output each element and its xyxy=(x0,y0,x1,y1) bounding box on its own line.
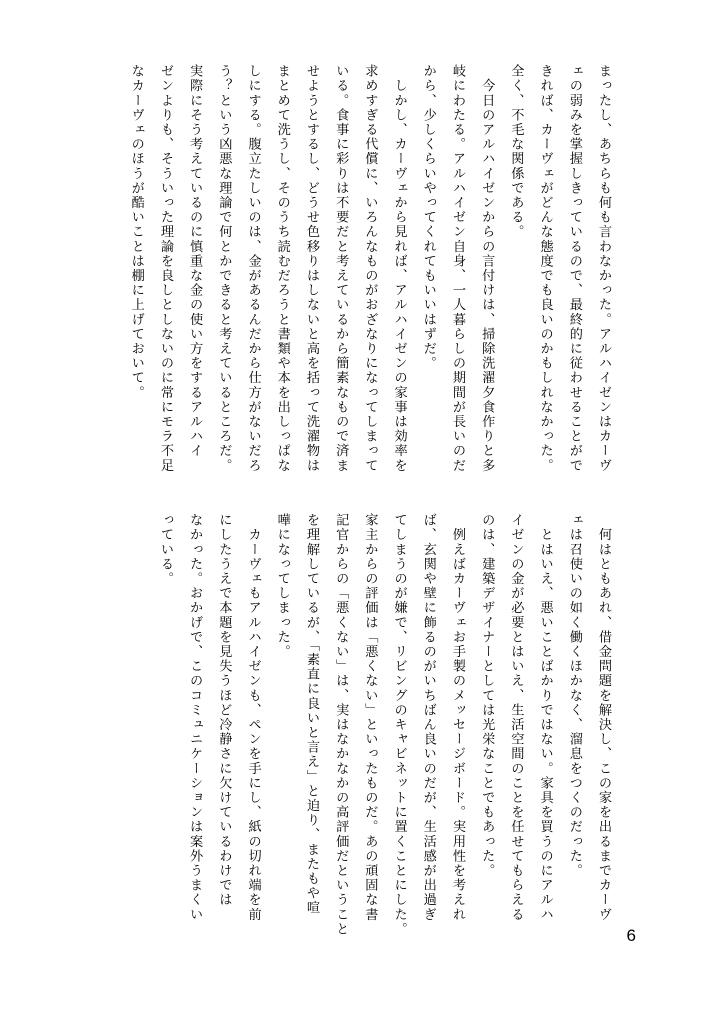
text-line: いる。食事に彩りは不要だと考えているから簡素なもので済ま xyxy=(333,64,349,473)
text-line: まとめて洗うし、そのうち読むだろうと書類や本を出しっぱな xyxy=(274,64,290,473)
text-line: 全く、不毛な関係である。 xyxy=(508,64,524,240)
text-line: っている。 xyxy=(157,513,173,586)
text-line: カーヴェもアルハイゼンも、ペンを手にし、紙の切れ端を前 xyxy=(245,513,261,922)
text-line: を理解しているが、「素直に良いと言え」と迫り、またもや喧 xyxy=(303,513,319,916)
text-line: 今日のアルハイゼンからの言付けは、掃除洗濯夕食作りと多 xyxy=(479,64,495,473)
text-line: まったし、あちらも何も言わなかった。アルハイゼンはカーヴ xyxy=(596,64,611,473)
upper-text-block xyxy=(122,64,618,494)
text-line: から、少しくらいやってくれてもいいはずだ。 xyxy=(420,64,436,371)
text-line: とはいえ、悪いことばかりではない。家具を買うのにアルハ xyxy=(537,513,553,922)
text-line: う？という凶悪な理論で何とかできると考えているところだ。 xyxy=(216,64,232,473)
text-line: 例えばカーヴェお手製のメッセージボード。実用性を考えれ xyxy=(449,513,465,922)
text-line: 実際にそう考えているのに慎重な金の使い方をするアルハイ xyxy=(187,64,203,459)
text-line: 岐にわたる。アルハイゼン自身、一人暮らしの期間が長いのだ xyxy=(449,64,465,473)
text-line: しにする。腹立たしいのは、金があるんだから仕方がないだろ xyxy=(245,64,261,473)
text-line: ェは召使いの如く働くほかなく、溜息をつくのだった。 xyxy=(566,513,582,878)
text-line: のは、建築デザイナーとしては光栄なことでもあった。 xyxy=(479,513,495,878)
lower-text-block xyxy=(151,513,618,943)
text-line: しかし、カーヴェから見れば、アルハイゼンの家事は効率を xyxy=(391,64,407,473)
text-line: てしまうのが嫌で、リビングのキャビネットに置くことにした。 xyxy=(391,513,407,937)
text-line: ば、玄関や壁に飾るのがいちばん良いのだが、生活感が出過ぎ xyxy=(420,513,436,922)
text-line: 求めすぎる代償に、いろんなものがおざなりになってしまって xyxy=(362,64,378,473)
text-line: 記官からの「悪くない」は、実はなかなかの高評価だということ xyxy=(333,513,349,937)
text-line: ゼンよりも、そういった理論を良しとしないのに常にモラ不足 xyxy=(157,64,173,473)
text-line: ェの弱みを掌握しきっているので、最終的に従わせることがで xyxy=(566,64,582,473)
text-line: せようとするし、どうせ色移りはしないと高を括って洗濯物は xyxy=(303,64,319,473)
page-number: 6 xyxy=(626,926,636,945)
text-line: イゼンの金が必要とはいえ、生活空間のことを任せてもらえる xyxy=(508,513,524,922)
text-line: 何はともあれ、借金問題を解決し、この家を出るまでカーヴ xyxy=(596,513,611,922)
text-line: なかった。おかげで、このコミュニケーションは案外うまくい xyxy=(187,513,203,922)
text-line: なカーヴェのほうが酷いことは棚に上げておいて。 xyxy=(128,64,144,400)
text-line: にしたうえで本題を見失うほど冷静さに欠けているわけでは xyxy=(216,513,232,908)
text-line: 嘩になってしまった。 xyxy=(274,513,290,659)
text-line: 家主からの評価は「悪くない」といったものだ。あの頑固な書 xyxy=(362,513,378,922)
text-line: きれば、カーヴェがどんな態度でも良いのかもしれなかった。 xyxy=(537,64,553,473)
